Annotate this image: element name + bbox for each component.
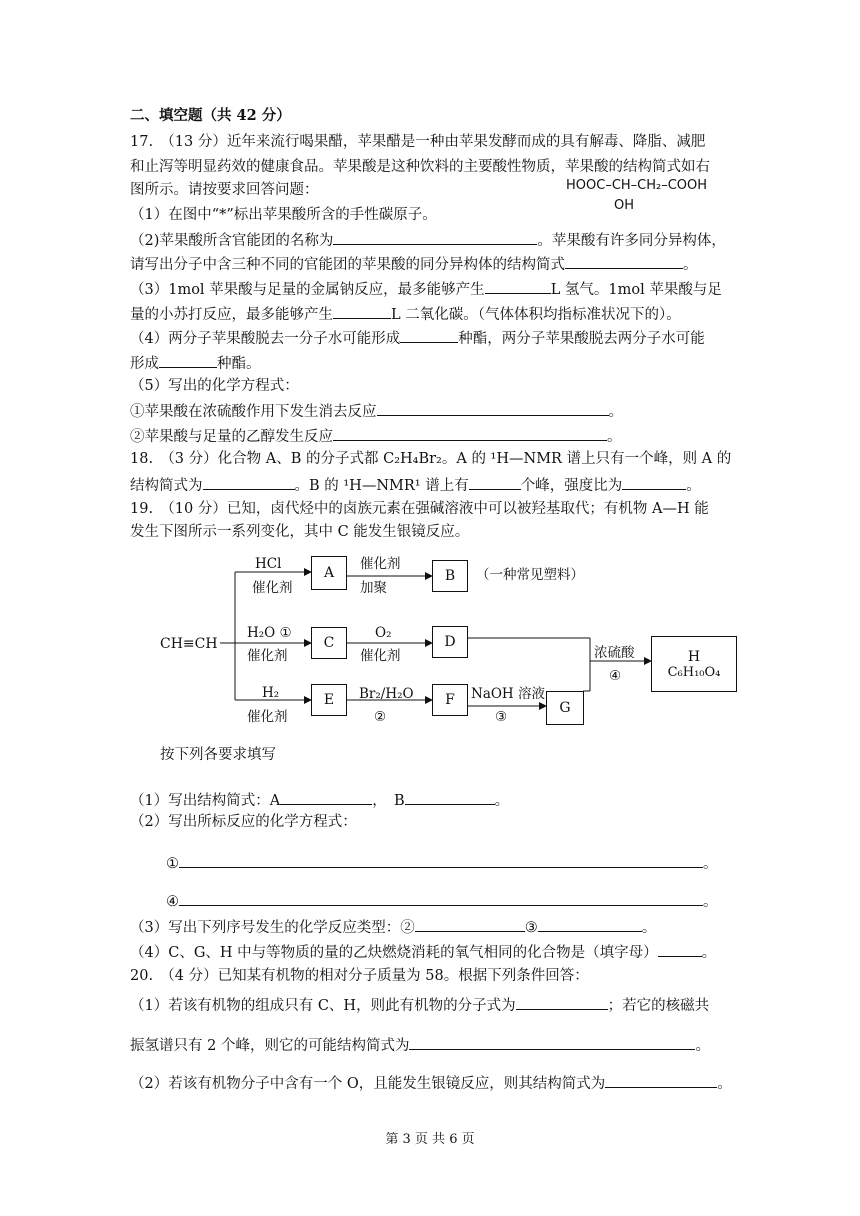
q17-p5-1-text: ①苹果酸在浓硫酸作用下发生消去反应 bbox=[130, 404, 377, 420]
q17-p2-text-a: （2)苹果酸所含官能团的名称为 bbox=[130, 233, 334, 249]
answer-blank[interactable] bbox=[516, 994, 608, 1010]
q17-line-2: 和止泻等明显药效的健康食品。苹果酸是这种饮料的主要酸性物质，苹果酸的结构简式如右 bbox=[130, 159, 710, 175]
answer-blank[interactable] bbox=[658, 941, 702, 957]
box-d: D bbox=[432, 626, 468, 658]
q17-p2-text-b: 。苹果酸有许多同分异构体， bbox=[537, 233, 726, 249]
box-h bbox=[651, 636, 737, 692]
q20-p1-text-b: ；若它的核磁共 bbox=[607, 998, 710, 1014]
q19-eq4-label: ④ bbox=[166, 894, 179, 910]
answer-blank[interactable] bbox=[280, 789, 372, 805]
box-e: E bbox=[311, 684, 347, 716]
q19-line-1: 19. （10 分）已知，卤代烃中的卤族元素在强碱溶液中可以被羟基取代；有机物 A—H 能 bbox=[130, 501, 709, 517]
label-step-2: ② bbox=[374, 709, 387, 725]
q20-part-2 bbox=[130, 1072, 732, 1094]
answer-blank[interactable] bbox=[409, 1034, 695, 1050]
label-step-4: ④ bbox=[609, 668, 622, 684]
q17-part-1: （1）在图中“*”标出苹果酸所含的手性碳原子。 bbox=[130, 207, 437, 223]
q20-p2-text-a: （2）若该有机物分子中含有一个 O，且能发生银镜反应，则其结构简式为 bbox=[130, 1076, 606, 1092]
q20-part-1-line-1 bbox=[130, 994, 709, 1016]
q18-text-d: 。 bbox=[686, 478, 701, 494]
box-b: B bbox=[432, 560, 468, 592]
box-h-label: H bbox=[687, 648, 701, 665]
q20-p1-text-c: 振氢谱只有 2 个峰，则它的可能结构简式为 bbox=[130, 1038, 410, 1054]
q17-p4-text-b: 种酯，两分子苹果酸脱去两分子水可能 bbox=[458, 331, 705, 347]
label-h2o: H₂O ① bbox=[247, 625, 292, 641]
q19-p3-text-c: 。 bbox=[641, 920, 657, 936]
q19-eq1-label: ① bbox=[166, 856, 179, 872]
q19-eq1-end: 。 bbox=[703, 856, 718, 872]
q17-p3-text-b: L 氢气。1mol 苹果酸与足 bbox=[550, 282, 722, 298]
label-hcl: HCl bbox=[255, 556, 282, 572]
q19-p3-text-a: （3）写出下列序号发生的化学反应类型：② bbox=[130, 920, 415, 936]
label-br2: Br₂/H₂O bbox=[359, 686, 414, 702]
q19-p4-text-a: （4）C、G、H 中与等物质的量的乙炔燃烧消耗的氧气相同的化合物是（填字母） bbox=[130, 945, 658, 961]
q18-text-b: 。B 的 ¹H—NMR¹ 谱上有 bbox=[294, 478, 469, 494]
q17-p3-text-c: 量的小苏打反应，最多能够产生 bbox=[130, 307, 333, 323]
label-cat-1: 催化剂 bbox=[252, 580, 293, 596]
label-cat-2: 催化剂 bbox=[247, 648, 288, 664]
label-naoh: NaOH 溶液 bbox=[471, 686, 545, 702]
q19-part-2: （2）写出所标反应的化学方程式： bbox=[130, 814, 357, 830]
q20-p2-text-b: 。 bbox=[717, 1076, 732, 1092]
q17-p4-text-c: 形成 bbox=[130, 356, 159, 372]
answer-blank[interactable] bbox=[415, 916, 525, 932]
formula-oh: OH bbox=[614, 198, 635, 213]
q19-p1-text-b: ， B bbox=[372, 793, 405, 809]
q20-p1-text-a: （1）若该有机物的组成只有 C、H，则此有机物的分子式为 bbox=[130, 998, 516, 1014]
q17-line-1: 17. （13 分）近年来流行喝果醋，苹果醋是一种由苹果发酵而成的具有解毒、降脂、减肥 bbox=[130, 134, 706, 150]
q17-part-5: （5）写出的化学方程式： bbox=[130, 378, 299, 394]
q17-p4-text-d: 种酯。 bbox=[217, 356, 261, 372]
answer-blank[interactable] bbox=[538, 916, 642, 932]
box-f: F bbox=[432, 684, 468, 716]
label-b-note: （一种常见塑料） bbox=[476, 567, 584, 583]
q19-p1-text-c: 。 bbox=[494, 793, 510, 809]
box-c: C bbox=[311, 627, 347, 659]
label-step-3: ③ bbox=[495, 709, 508, 725]
q17-p5-2-end: 。 bbox=[607, 429, 622, 445]
label-a-b-bottom: 加聚 bbox=[360, 580, 387, 596]
q19-p1-text-a: （1）写出结构简式：A bbox=[130, 793, 281, 809]
label-a-b-top: 催化剂 bbox=[360, 556, 401, 572]
answer-blank[interactable] bbox=[605, 1072, 717, 1088]
q17-p2-text-d: 。 bbox=[683, 257, 698, 273]
label-h2: H₂ bbox=[262, 685, 280, 701]
q20-line-1: 20. （4 分）已知某有机物的相对分子质量为 58。根据下列条件回答： bbox=[130, 968, 589, 984]
section-title: 二、填空题（共 42 分） bbox=[130, 107, 291, 124]
q19-line-2: 发生下图所示一系列变化，其中 C 能发生银镜反应。 bbox=[130, 524, 470, 540]
box-h-formula: C₆H₁₀O₄ bbox=[667, 664, 721, 680]
q17-line-3: 图所示。请按要求回答问题： bbox=[130, 182, 319, 198]
q19-eq4-end: 。 bbox=[703, 894, 718, 910]
page-footer: 第 3 页 共 6 页 bbox=[385, 1132, 475, 1147]
q19-part-3 bbox=[130, 916, 656, 938]
formula-main: HOOC–CH–CH₂–COOH bbox=[566, 178, 708, 193]
answer-blank[interactable] bbox=[179, 852, 703, 868]
q17-p2-text-c: 请写出分子中含三种不同的官能团的苹果酸的同分异构体的结构简式 bbox=[130, 257, 565, 273]
q19-p3-text-b: ③ bbox=[524, 920, 538, 936]
q19-part-1 bbox=[130, 789, 509, 811]
start-acetylene: CH≡CH bbox=[160, 636, 218, 652]
q18-line-1: 18. （3 分）化合物 A、B 的分子式都 C₂H₄Br₂。A 的 ¹H—NMR 谱上只有一个峰，则 A 的 bbox=[130, 451, 732, 467]
answer-blank[interactable] bbox=[405, 789, 495, 805]
q18-text-c: 个峰，强度比为 bbox=[520, 478, 623, 494]
q17-p3-text-d: L 二氧化碳。（气体体积均指标准状况下的）。 bbox=[391, 307, 681, 323]
box-g: G bbox=[546, 691, 584, 725]
q17-p4-text-a: （4）两分子苹果酸脱去一分子水可能形成 bbox=[130, 331, 401, 347]
q19-p4-text-b: 。 bbox=[701, 945, 717, 961]
q19-instructions: 按下列各要求填写 bbox=[160, 747, 276, 763]
label-o2: O₂ bbox=[375, 625, 392, 641]
q19-part-4 bbox=[130, 941, 716, 963]
q17-p3-text-a: （3）1mol 苹果酸与足量的金属钠反应，最多能够产生 bbox=[130, 282, 485, 298]
q20-p1-text-d: 。 bbox=[695, 1038, 710, 1054]
q18-text-a: 结构简式为 bbox=[130, 478, 203, 494]
label-cat-4: 催化剂 bbox=[247, 709, 288, 725]
q17-p5-1-end: 。 bbox=[608, 404, 623, 420]
q20-part-1-line-2 bbox=[130, 1034, 710, 1056]
label-cat-3: 催化剂 bbox=[360, 648, 401, 664]
answer-blank[interactable] bbox=[179, 890, 703, 906]
label-h2so4: 浓硫酸 bbox=[594, 645, 635, 661]
box-a: A bbox=[311, 556, 347, 590]
q17-p5-2-text: ②苹果酸与足量的乙醇发生反应 bbox=[130, 429, 333, 445]
q19-eq-1 bbox=[166, 852, 718, 874]
q19-eq-4 bbox=[166, 890, 718, 912]
